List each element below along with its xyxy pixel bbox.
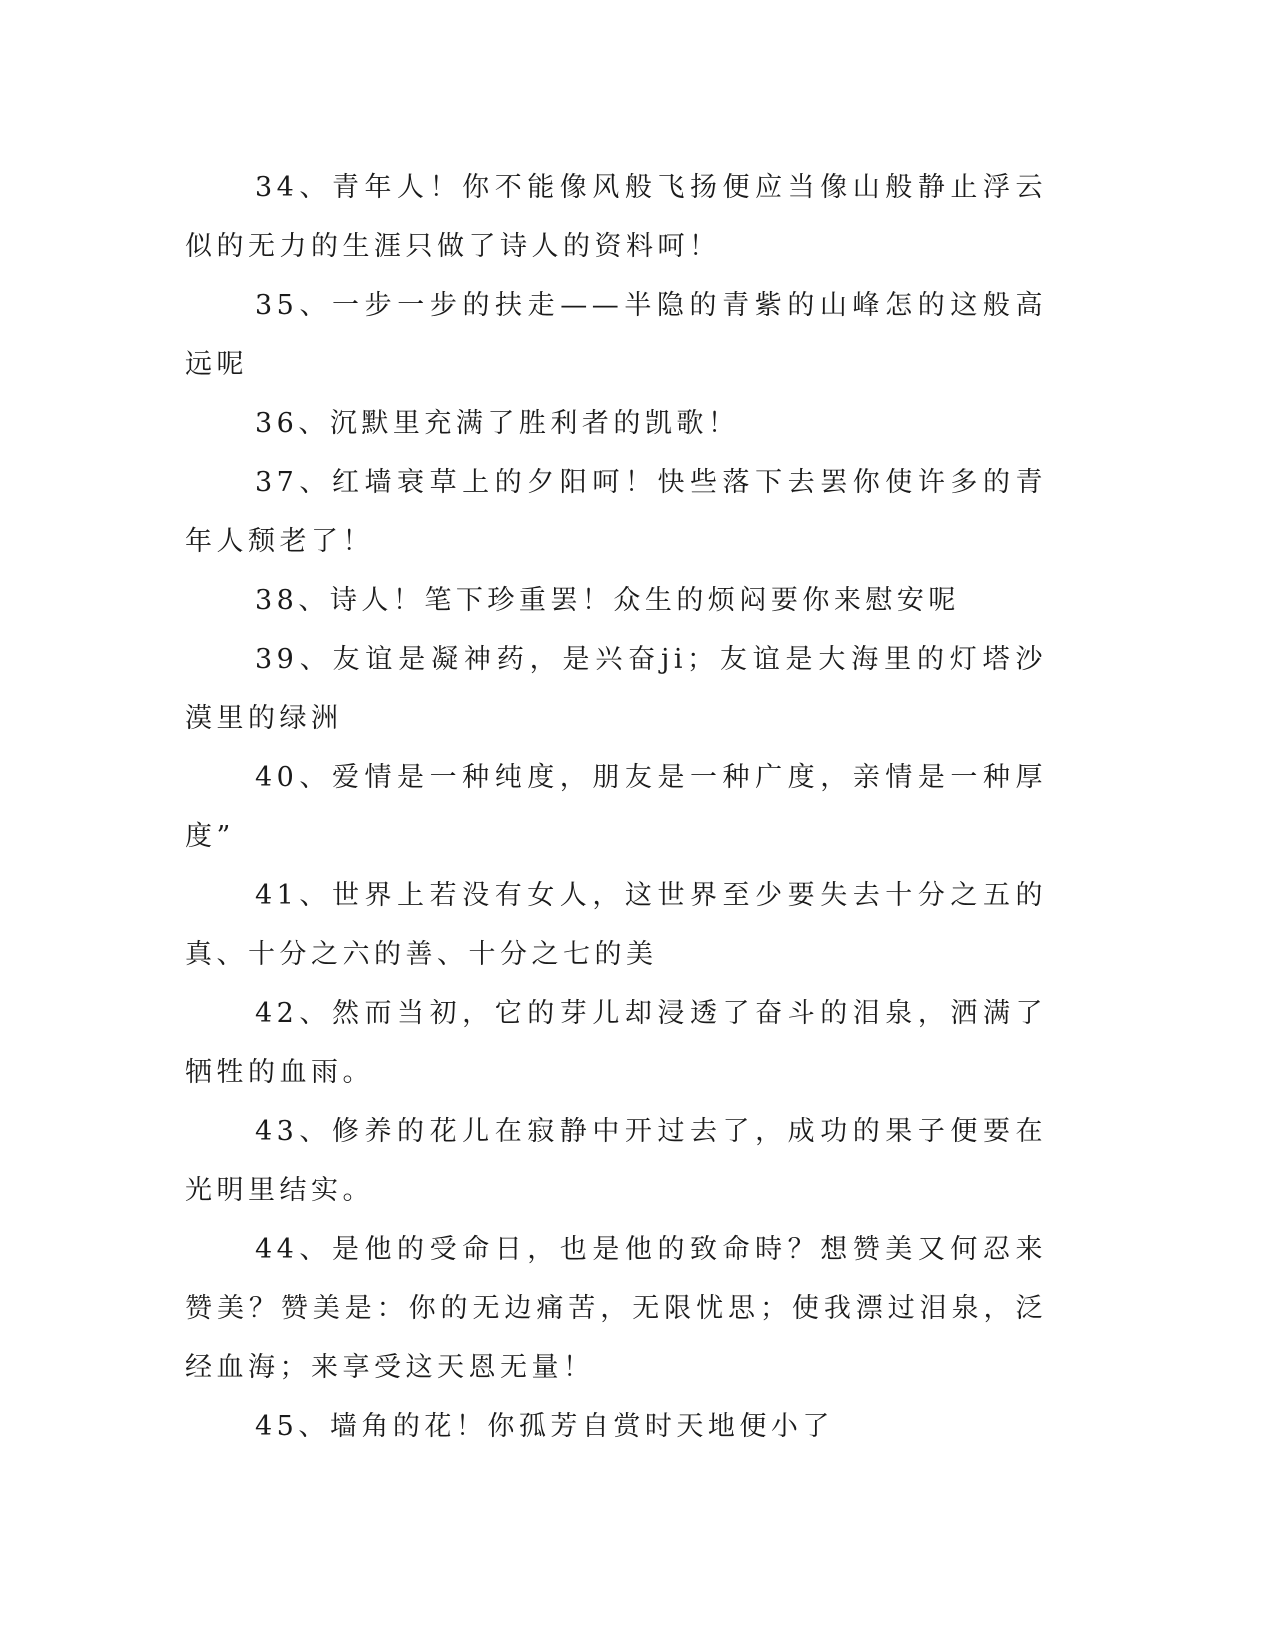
paragraph-43: 43、修养的花儿在寂静中开过去了，成功的果子便要在光明里结实。: [185, 1116, 1047, 1206]
paragraph-35: 35、一步一步的扶走——半隐的青紫的山峰怎的这般高远呢: [185, 290, 1047, 380]
paragraph-40: 40、爱情是一种纯度，朋友是一种广度，亲情是一种厚度”: [185, 762, 1047, 852]
paragraph-38: 38、诗人！笔下珍重罢！众生的烦闷要你来慰安呢: [255, 585, 960, 616]
paragraph-37: 37、红墙衰草上的夕阳呵！快些落下去罢你使许多的青年人颓老了！: [185, 467, 1047, 557]
paragraph-41: 41、世界上若没有女人，这世界至少要失去十分之五的真、十分之六的善、十分之七的美: [185, 880, 1047, 970]
paragraph-39: 39、友谊是凝神药，是兴奋ji；友谊是大海里的灯塔沙漠里的绿洲: [185, 644, 1047, 734]
document-body: [185, 158, 1047, 1456]
paragraph-36: 36、沉默里充满了胜利者的凯歌！: [255, 408, 740, 439]
paragraph-44: 44、是他的受命日，也是他的致命時？想赞美又何忍来赞美？赞美是：你的无边痛苦，无限忧思；使我漂过泪泉，泛经血海；来享受这天恩无量！: [185, 1234, 1047, 1383]
paragraph-34: 34、青年人！你不能像风般飞扬便应当像山般静止浮云似的无力的生涯只做了诗人的资料呵！: [185, 172, 1047, 262]
paragraph-45: 45、墙角的花！你孤芳自赏时天地便小了: [255, 1411, 834, 1442]
paragraph-42: 42、然而当初，它的芽儿却浸透了奋斗的泪泉，洒满了牺牲的血雨。: [185, 998, 1047, 1088]
